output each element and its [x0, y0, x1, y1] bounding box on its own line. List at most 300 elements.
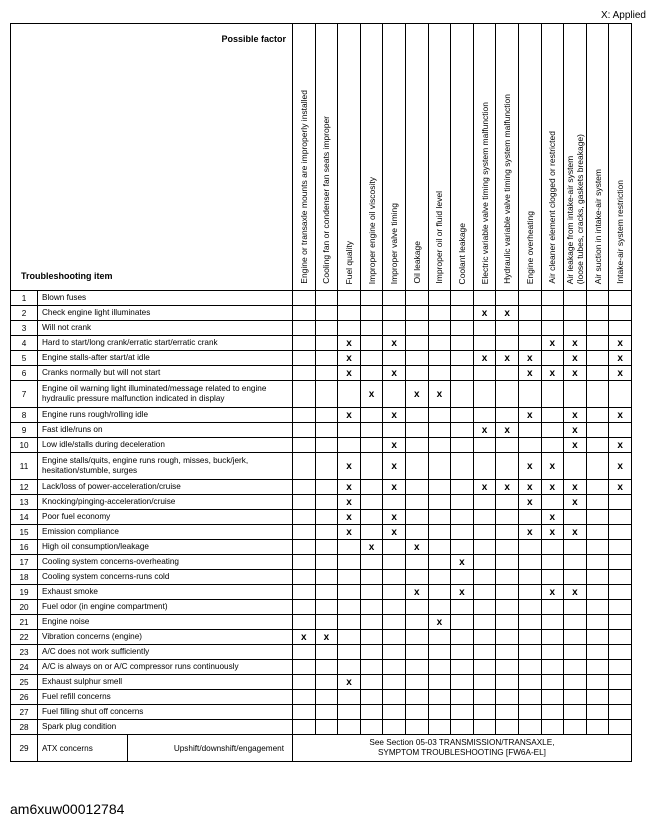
factor-cell: [405, 555, 428, 570]
factor-cell: [609, 660, 632, 675]
row-number: 8: [11, 408, 38, 423]
troubleshooting-item: Emission compliance: [38, 525, 293, 540]
factor-cell: [496, 645, 519, 660]
factor-cell: x: [360, 540, 383, 555]
troubleshooting-item: Cooling system concerns-runs cold: [38, 570, 293, 585]
troubleshooting-item: Fuel odor (in engine compartment): [38, 600, 293, 615]
factor-cell: [451, 630, 474, 645]
factor-cell: x: [338, 351, 361, 366]
factor-cell: [405, 321, 428, 336]
troubleshooting-item: Poor fuel economy: [38, 510, 293, 525]
troubleshooting-item: Lack/loss of power-acceleration/cruise: [38, 480, 293, 495]
factor-cell: [315, 540, 338, 555]
factor-cell: [360, 321, 383, 336]
factor-cell: x: [541, 525, 564, 540]
factor-cell: [451, 351, 474, 366]
factor-cell: [496, 525, 519, 540]
factor-cell: x: [496, 480, 519, 495]
factor-cell: [496, 366, 519, 381]
factor-cell: [383, 630, 406, 645]
factor-cell: [383, 423, 406, 438]
troubleshooting-item: Fuel filling shut off concerns: [38, 705, 293, 720]
factor-cell: [564, 720, 587, 735]
factor-cell: [315, 690, 338, 705]
factor-cell: [293, 660, 316, 675]
factor-cell: [496, 585, 519, 600]
factor-cell: [338, 630, 361, 645]
factor-cell: [473, 510, 496, 525]
factor-cell: x: [609, 351, 632, 366]
factor-cell: [473, 660, 496, 675]
factor-cell: [586, 366, 609, 381]
factor-cell: [609, 555, 632, 570]
factor-cell: x: [383, 408, 406, 423]
row-number: 19: [11, 585, 38, 600]
factor-cell: [293, 525, 316, 540]
factor-cell: x: [383, 510, 406, 525]
factor-cell: x: [405, 381, 428, 408]
factor-cell: [473, 690, 496, 705]
factor-cell: x: [496, 306, 519, 321]
troubleshooting-item: Cranks normally but will not start: [38, 366, 293, 381]
table-row: [11, 720, 632, 735]
factor-cell: [338, 438, 361, 453]
row-number: 6: [11, 366, 38, 381]
row-number: 28: [11, 720, 38, 735]
factor-cell: x: [518, 366, 541, 381]
factor-cell: [473, 705, 496, 720]
factor-cell: [541, 423, 564, 438]
factor-cell: [473, 366, 496, 381]
table-row: [11, 336, 632, 351]
factor-cell: [451, 690, 474, 705]
factor-cell: [541, 291, 564, 306]
factor-cell: [473, 645, 496, 660]
factor-cell: [405, 306, 428, 321]
factor-cell: [451, 525, 474, 540]
troubleshooting-item: Will not crank: [38, 321, 293, 336]
row-number: 20: [11, 600, 38, 615]
factor-cell: [428, 540, 451, 555]
factor-cell: [338, 555, 361, 570]
factor-cell: [315, 660, 338, 675]
troubleshooting-item: A/C is always on or A/C compressor runs continuously: [38, 660, 293, 675]
factor-cell: x: [338, 453, 361, 480]
troubleshooting-item: Knocking/pinging-acceleration/cruise: [38, 495, 293, 510]
factor-label: Air cleaner element clogged or restricted: [547, 131, 558, 284]
factor-cell: [293, 645, 316, 660]
factor-cell: [338, 540, 361, 555]
factor-cell: [383, 570, 406, 585]
table-row: [11, 525, 632, 540]
factor-cell: x: [473, 480, 496, 495]
factor-header: [473, 24, 496, 291]
factor-cell: x: [293, 630, 316, 645]
factor-cell: [338, 615, 361, 630]
row-number: 7: [11, 381, 38, 408]
factor-cell: [428, 291, 451, 306]
factor-cell: [428, 705, 451, 720]
factor-cell: x: [564, 438, 587, 453]
factor-cell: [564, 540, 587, 555]
table-row: [11, 453, 632, 480]
factor-cell: [405, 705, 428, 720]
row-number: 10: [11, 438, 38, 453]
factor-cell: [473, 585, 496, 600]
troubleshooting-item: Check engine light illuminates: [38, 306, 293, 321]
factor-cell: [541, 705, 564, 720]
table-row: [11, 615, 632, 630]
factor-cell: [360, 480, 383, 495]
factor-cell: [541, 495, 564, 510]
factor-cell: [564, 600, 587, 615]
factor-cell: [383, 351, 406, 366]
factor-cell: [473, 570, 496, 585]
table-row: [11, 645, 632, 660]
factor-cell: [609, 675, 632, 690]
factor-cell: [586, 690, 609, 705]
factor-cell: x: [609, 453, 632, 480]
factor-label: Improper engine oil viscosity: [366, 176, 377, 284]
factor-header: [451, 24, 474, 291]
factor-cell: [518, 438, 541, 453]
factor-cell: [451, 480, 474, 495]
troubleshooting-item: Engine oil warning light illuminated/message related to engine hydraulic pressure malfunction indicated in display: [38, 381, 293, 408]
factor-cell: [586, 540, 609, 555]
factor-cell: [586, 423, 609, 438]
factor-cell: [451, 366, 474, 381]
row-number: 2: [11, 306, 38, 321]
factor-cell: x: [609, 408, 632, 423]
factor-cell: [293, 675, 316, 690]
factor-cell: [405, 423, 428, 438]
factor-cell: [293, 615, 316, 630]
factor-cell: [383, 690, 406, 705]
factor-cell: [609, 321, 632, 336]
factor-cell: [293, 336, 316, 351]
factor-cell: [564, 630, 587, 645]
factor-cell: [541, 615, 564, 630]
factor-cell: x: [473, 351, 496, 366]
factor-cell: [383, 540, 406, 555]
factor-label: Electric variable valve timing system malfunction: [479, 101, 490, 284]
factor-cell: [518, 540, 541, 555]
factor-cell: [564, 690, 587, 705]
factor-cell: [473, 675, 496, 690]
row-number: 1: [11, 291, 38, 306]
table-row: [11, 480, 632, 495]
factor-cell: [360, 453, 383, 480]
factor-cell: [315, 381, 338, 408]
factor-cell: x: [564, 408, 587, 423]
possible-factor-label: Possible factor: [221, 34, 286, 44]
factor-cell: x: [451, 585, 474, 600]
factor-cell: [586, 291, 609, 306]
factor-cell: [315, 453, 338, 480]
factor-cell: [609, 291, 632, 306]
table-row: [11, 600, 632, 615]
table-row: [11, 321, 632, 336]
factor-cell: [564, 645, 587, 660]
factor-cell: [405, 675, 428, 690]
factor-cell: [496, 690, 519, 705]
factor-cell: [293, 540, 316, 555]
factor-cell: [315, 720, 338, 735]
factor-cell: [451, 720, 474, 735]
factor-cell: [405, 438, 428, 453]
factor-cell: x: [338, 366, 361, 381]
factor-cell: [496, 321, 519, 336]
factor-cell: x: [541, 366, 564, 381]
factor-cell: [360, 438, 383, 453]
factor-cell: [541, 720, 564, 735]
factor-cell: [360, 555, 383, 570]
factor-cell: [564, 615, 587, 630]
factor-cell: [428, 570, 451, 585]
factor-cell: x: [564, 495, 587, 510]
table-row-atx: [11, 735, 632, 762]
factor-cell: [518, 570, 541, 585]
factor-cell: [383, 645, 406, 660]
table-row: [11, 495, 632, 510]
see-section-note: [293, 735, 632, 762]
factor-cell: x: [564, 366, 587, 381]
factor-cell: [383, 291, 406, 306]
factor-cell: [383, 615, 406, 630]
factor-cell: x: [428, 381, 451, 408]
factor-cell: [609, 630, 632, 645]
factor-cell: [405, 720, 428, 735]
factor-cell: [428, 510, 451, 525]
troubleshooting-item: Blown fuses: [38, 291, 293, 306]
table-row: [11, 675, 632, 690]
factor-cell: [518, 510, 541, 525]
factor-cell: [451, 321, 474, 336]
factor-cell: [338, 585, 361, 600]
factor-cell: [518, 705, 541, 720]
factor-header: [586, 24, 609, 291]
troubleshooting-item: Engine noise: [38, 615, 293, 630]
troubleshooting-item: ATX concerns: [38, 735, 128, 762]
table-row: [11, 540, 632, 555]
factor-cell: [473, 540, 496, 555]
factor-cell: [518, 645, 541, 660]
factor-cell: [496, 291, 519, 306]
factor-cell: [541, 555, 564, 570]
troubleshooting-table: [10, 23, 632, 762]
factor-cell: [518, 555, 541, 570]
factor-cell: [586, 381, 609, 408]
factor-cell: [428, 720, 451, 735]
factor-cell: [541, 630, 564, 645]
row-number: 15: [11, 525, 38, 540]
factor-cell: [315, 480, 338, 495]
factor-cell: [293, 705, 316, 720]
factor-cell: x: [564, 480, 587, 495]
row-number: 21: [11, 615, 38, 630]
factor-cell: [609, 645, 632, 660]
factor-cell: [293, 585, 316, 600]
factor-header: [293, 24, 316, 291]
factor-cell: [473, 453, 496, 480]
factor-cell: [564, 306, 587, 321]
factor-cell: [293, 381, 316, 408]
factor-cell: [451, 660, 474, 675]
factor-cell: [518, 423, 541, 438]
factor-cell: [405, 615, 428, 630]
factor-cell: x: [383, 453, 406, 480]
factor-cell: [315, 408, 338, 423]
factor-cell: [405, 480, 428, 495]
factor-cell: [360, 705, 383, 720]
factor-cell: [541, 660, 564, 675]
factor-cell: [405, 645, 428, 660]
factor-cell: [473, 615, 496, 630]
troubleshooting-item: Fast idle/runs on: [38, 423, 293, 438]
factor-cell: [315, 306, 338, 321]
factor-cell: [496, 705, 519, 720]
factor-cell: [586, 555, 609, 570]
factor-cell: [428, 690, 451, 705]
factor-cell: [586, 630, 609, 645]
factor-cell: x: [609, 438, 632, 453]
factor-cell: [383, 306, 406, 321]
table-row: [11, 570, 632, 585]
factor-cell: x: [518, 495, 541, 510]
factor-cell: x: [564, 336, 587, 351]
factor-cell: [405, 690, 428, 705]
factor-cell: [496, 600, 519, 615]
factor-header: [428, 24, 451, 291]
factor-cell: x: [338, 510, 361, 525]
factor-cell: x: [338, 495, 361, 510]
factor-cell: [293, 555, 316, 570]
factor-cell: [360, 495, 383, 510]
factor-cell: [405, 291, 428, 306]
factor-cell: [428, 306, 451, 321]
factor-cell: [293, 408, 316, 423]
factor-cell: [315, 585, 338, 600]
factor-cell: [586, 321, 609, 336]
factor-cell: [609, 690, 632, 705]
factor-cell: [564, 660, 587, 675]
factor-cell: [360, 660, 383, 675]
figure-id: am6xuw00012784: [10, 801, 125, 817]
factor-cell: [383, 381, 406, 408]
factor-cell: [405, 408, 428, 423]
factor-cell: [383, 555, 406, 570]
factor-cell: [586, 306, 609, 321]
troubleshooting-item: Engine runs rough/rolling idle: [38, 408, 293, 423]
troubleshooting-item: Vibration concerns (engine): [38, 630, 293, 645]
factor-header: [564, 24, 587, 291]
factor-cell: [360, 366, 383, 381]
factor-cell: x: [405, 540, 428, 555]
factor-cell: [473, 720, 496, 735]
factor-cell: [360, 351, 383, 366]
factor-cell: [405, 351, 428, 366]
factor-label: Engine or transaxle mounts are improperly installed: [298, 90, 309, 284]
factor-cell: [586, 660, 609, 675]
factor-cell: [360, 720, 383, 735]
factor-cell: x: [383, 336, 406, 351]
factor-cell: [293, 423, 316, 438]
factor-cell: [360, 645, 383, 660]
factor-cell: x: [383, 438, 406, 453]
factor-cell: [360, 585, 383, 600]
factor-cell: [338, 660, 361, 675]
factor-header: [338, 24, 361, 291]
row-number: 29: [11, 735, 38, 762]
factor-cell: [473, 438, 496, 453]
factor-cell: [496, 381, 519, 408]
factor-cell: [360, 630, 383, 645]
factor-cell: [541, 351, 564, 366]
table-row: [11, 510, 632, 525]
factor-cell: [609, 510, 632, 525]
table-row: [11, 438, 632, 453]
factor-cell: [360, 525, 383, 540]
troubleshooting-item-label: Troubleshooting item: [21, 271, 113, 281]
factor-cell: [360, 336, 383, 351]
factor-cell: [451, 615, 474, 630]
factor-cell: [360, 408, 383, 423]
factor-cell: [451, 423, 474, 438]
factor-cell: [586, 720, 609, 735]
factor-cell: [473, 495, 496, 510]
factor-cell: [473, 630, 496, 645]
factor-cell: [405, 600, 428, 615]
factor-cell: [518, 600, 541, 615]
factor-cell: [338, 306, 361, 321]
factor-cell: x: [451, 555, 474, 570]
row-number: 3: [11, 321, 38, 336]
factor-cell: [586, 585, 609, 600]
troubleshooting-item: Exhaust smoke: [38, 585, 293, 600]
factor-cell: [338, 645, 361, 660]
row-number: 12: [11, 480, 38, 495]
factor-cell: [564, 453, 587, 480]
factor-cell: [360, 675, 383, 690]
factor-cell: x: [518, 525, 541, 540]
factor-cell: [383, 720, 406, 735]
factor-cell: [564, 381, 587, 408]
row-number: 13: [11, 495, 38, 510]
troubleshooting-item: Hard to start/long crank/erratic start/erratic crank: [38, 336, 293, 351]
factor-cell: x: [518, 351, 541, 366]
troubleshooting-item: Exhaust sulphur smell: [38, 675, 293, 690]
factor-cell: x: [609, 366, 632, 381]
factor-cell: [586, 495, 609, 510]
factor-header: [541, 24, 564, 291]
factor-cell: [338, 423, 361, 438]
factor-label: Air suction in intake-air system: [592, 168, 603, 284]
factor-cell: [315, 645, 338, 660]
factor-cell: [609, 540, 632, 555]
factor-cell: [496, 570, 519, 585]
factor-cell: [473, 408, 496, 423]
factor-cell: [586, 645, 609, 660]
factor-cell: [451, 495, 474, 510]
factor-cell: [293, 453, 316, 480]
factor-cell: [586, 705, 609, 720]
factor-cell: [586, 510, 609, 525]
troubleshooting-item: Engine stalls/quits, engine runs rough, misses, buck/jerk, hesitation/stumble, surges: [38, 453, 293, 480]
factor-cell: [315, 351, 338, 366]
factor-cell: x: [541, 585, 564, 600]
factor-cell: [428, 453, 451, 480]
troubleshooting-item: High oil consumption/leakage: [38, 540, 293, 555]
